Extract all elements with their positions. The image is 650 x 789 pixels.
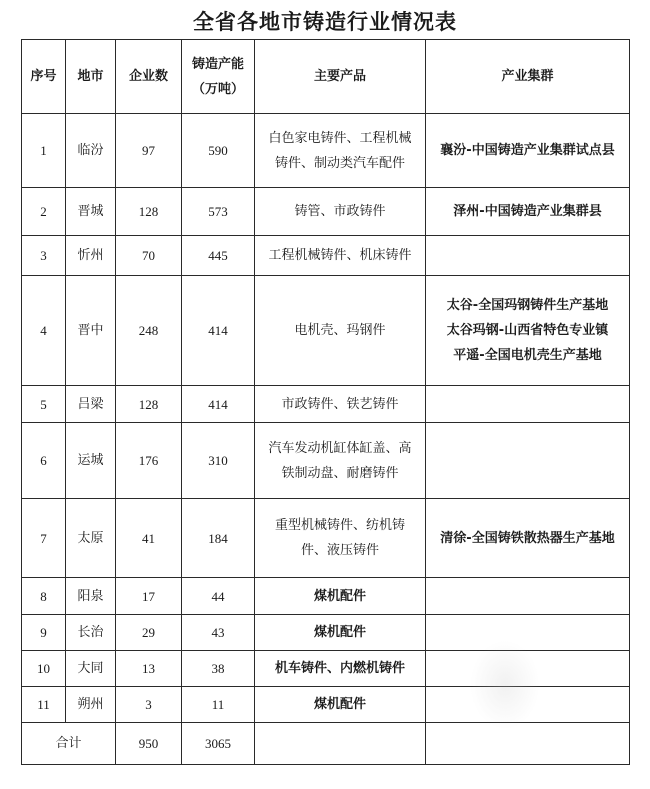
product-line: 重型机械铸件、纺机铸 bbox=[274, 518, 405, 533]
row-products bbox=[255, 578, 426, 615]
row-count: 29 bbox=[116, 615, 182, 651]
row-city: 朔州 bbox=[66, 687, 116, 723]
row-count: 41 bbox=[116, 499, 182, 578]
product-line: 汽车发动机缸体缸盖、高 bbox=[268, 440, 412, 456]
product-line: 机车铸件、内燃机铸件 bbox=[274, 661, 405, 676]
row-products bbox=[255, 386, 426, 423]
row-city: 阳泉 bbox=[66, 578, 116, 615]
row-seq: 7 bbox=[22, 499, 66, 578]
row-products bbox=[255, 188, 426, 236]
cluster-line: 平遥-全国电机壳生产基地 bbox=[453, 348, 602, 363]
header-products: 主要产品 bbox=[255, 40, 426, 114]
table-row bbox=[22, 188, 630, 236]
row-cluster bbox=[426, 423, 630, 499]
product-line: 铸件、制动类汽车配件 bbox=[274, 155, 405, 171]
product-line: 工程机械铸件、机床铸件 bbox=[268, 248, 412, 263]
row-products bbox=[255, 236, 426, 276]
row-seq: 11 bbox=[22, 687, 66, 723]
row-seq: 8 bbox=[22, 578, 66, 615]
row-cluster bbox=[426, 276, 630, 386]
total-capacity: 3065 bbox=[182, 723, 255, 765]
cluster-line: 太谷-全国玛钢铸件生产基地 bbox=[446, 298, 609, 313]
table-row bbox=[22, 499, 630, 578]
row-seq: 2 bbox=[22, 188, 66, 236]
row-count: 97 bbox=[116, 114, 182, 188]
row-count: 3 bbox=[116, 687, 182, 723]
product-line: 铸管、市政铸件 bbox=[294, 204, 386, 219]
row-count: 176 bbox=[116, 423, 182, 499]
header-capacity-line2: （万吨） bbox=[191, 81, 244, 97]
row-products bbox=[255, 615, 426, 651]
page-title: 全省各地市铸造行业情况表 bbox=[193, 9, 457, 34]
row-seq: 5 bbox=[22, 386, 66, 423]
foundry-table bbox=[21, 39, 630, 765]
row-seq: 10 bbox=[22, 651, 66, 687]
table-row bbox=[22, 687, 630, 723]
row-capacity: 44 bbox=[182, 578, 255, 615]
total-row bbox=[22, 723, 630, 765]
row-cluster bbox=[426, 651, 630, 687]
row-cluster bbox=[426, 615, 630, 651]
row-count: 248 bbox=[116, 276, 182, 386]
row-count: 128 bbox=[116, 188, 182, 236]
row-capacity: 573 bbox=[182, 188, 255, 236]
header-count: 企业数 bbox=[116, 40, 182, 114]
cluster-line: 襄汾-中国铸造产业集群试点县 bbox=[440, 143, 615, 158]
row-city: 长治 bbox=[66, 615, 116, 651]
header-row bbox=[22, 40, 630, 114]
row-capacity: 414 bbox=[182, 276, 255, 386]
product-line: 煤机配件 bbox=[313, 697, 366, 712]
table-row bbox=[22, 651, 630, 687]
header-seq: 序号 bbox=[22, 40, 66, 114]
product-line: 件、液压铸件 bbox=[300, 543, 379, 558]
cluster-line: 清徐-全国铸铁散热器生产基地 bbox=[440, 530, 615, 546]
row-capacity: 43 bbox=[182, 615, 255, 651]
total-products bbox=[255, 723, 426, 765]
row-capacity: 310 bbox=[182, 423, 255, 499]
cluster-line: 泽州-中国铸造产业集群县 bbox=[453, 204, 602, 219]
product-line: 白色家电铸件、工程机械 bbox=[268, 130, 412, 146]
table-row bbox=[22, 236, 630, 276]
row-city: 吕梁 bbox=[66, 386, 116, 423]
row-capacity: 184 bbox=[182, 499, 255, 578]
row-cluster bbox=[426, 499, 630, 578]
row-city: 忻州 bbox=[66, 236, 116, 276]
row-products bbox=[255, 114, 426, 188]
row-city: 太原 bbox=[66, 499, 116, 578]
table-row bbox=[22, 276, 630, 386]
header-cluster: 产业集群 bbox=[426, 40, 630, 114]
product-line: 煤机配件 bbox=[313, 588, 366, 604]
product-line: 煤机配件 bbox=[313, 625, 366, 640]
row-seq: 9 bbox=[22, 615, 66, 651]
header-city: 地市 bbox=[66, 40, 116, 114]
row-count: 128 bbox=[116, 386, 182, 423]
row-cluster bbox=[426, 114, 630, 188]
header-capacity-line1: 铸造产能 bbox=[191, 56, 244, 72]
row-capacity: 11 bbox=[182, 687, 255, 723]
row-city: 运城 bbox=[66, 423, 116, 499]
row-products bbox=[255, 423, 426, 499]
row-capacity: 590 bbox=[182, 114, 255, 188]
row-seq: 6 bbox=[22, 423, 66, 499]
row-seq: 3 bbox=[22, 236, 66, 276]
row-cluster bbox=[426, 687, 630, 723]
row-products bbox=[255, 276, 426, 386]
product-line: 铁制动盘、耐磨铸件 bbox=[281, 465, 399, 481]
row-products bbox=[255, 499, 426, 578]
total-count: 950 bbox=[116, 723, 182, 765]
product-line: 市政铸件、铁艺铸件 bbox=[281, 396, 399, 412]
cluster-line: 太谷玛钢-山西省特色专业镇 bbox=[446, 323, 609, 338]
row-cluster bbox=[426, 236, 630, 276]
header-capacity bbox=[182, 40, 255, 114]
row-city: 晋城 bbox=[66, 188, 116, 236]
row-seq: 4 bbox=[22, 276, 66, 386]
row-cluster bbox=[426, 578, 630, 615]
table-row bbox=[22, 423, 630, 499]
row-capacity: 414 bbox=[182, 386, 255, 423]
total-label: 合计 bbox=[22, 723, 116, 765]
product-line: 电机壳、玛钢件 bbox=[294, 323, 386, 338]
row-city: 大同 bbox=[66, 651, 116, 687]
table-row bbox=[22, 114, 630, 188]
row-count: 17 bbox=[116, 578, 182, 615]
table-row bbox=[22, 615, 630, 651]
row-capacity: 38 bbox=[182, 651, 255, 687]
table-row bbox=[22, 386, 630, 423]
row-products bbox=[255, 687, 426, 723]
row-cluster bbox=[426, 386, 630, 423]
row-seq: 1 bbox=[22, 114, 66, 188]
row-capacity: 445 bbox=[182, 236, 255, 276]
row-count: 70 bbox=[116, 236, 182, 276]
row-count: 13 bbox=[116, 651, 182, 687]
row-cluster bbox=[426, 188, 630, 236]
row-city: 晋中 bbox=[66, 276, 116, 386]
total-cluster bbox=[426, 723, 630, 765]
table-row bbox=[22, 578, 630, 615]
row-city: 临汾 bbox=[66, 114, 116, 188]
row-products bbox=[255, 651, 426, 687]
